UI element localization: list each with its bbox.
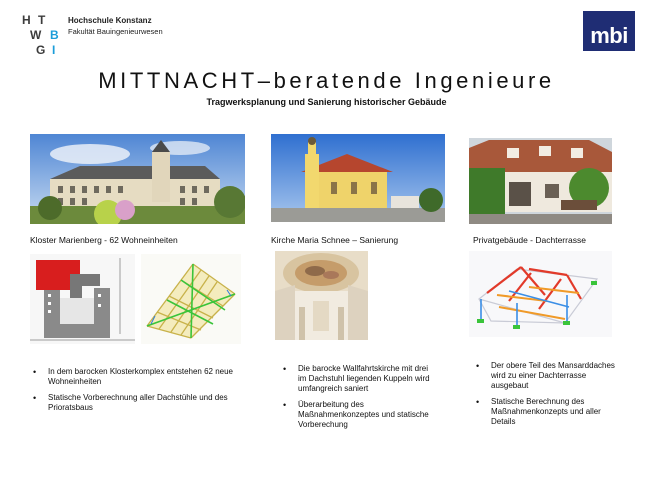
bullet-list-kirche xyxy=(280,364,430,436)
htwg-logo xyxy=(22,14,62,58)
slide-title: MITTNACHT–beratende Ingenieure xyxy=(98,68,555,93)
logo-letter-i: I xyxy=(52,43,56,57)
school-name: Hochschule Konstanz xyxy=(68,16,152,25)
bullet-item: • Statische Berechnung des Maßnahmenkonzepts und aller Details xyxy=(473,397,623,427)
kirche-interior-photo xyxy=(275,251,368,340)
logo-letter-t: T xyxy=(38,13,46,27)
privatgebaeude-photo xyxy=(469,138,612,224)
bullet-item: • In dem barocken Klosterkomplex entstehen 62 neue Wohneinheiten xyxy=(30,367,240,387)
logo-letter-g: G xyxy=(36,43,46,57)
caption-kloster: Kloster Marienberg - 62 Wohneinheiten xyxy=(30,235,178,245)
bullet-item: • Statische Vorberechnung aller Dachstühle und des Prioratsbaus xyxy=(30,393,240,413)
logo-letter-h: H xyxy=(22,13,31,27)
kloster-floorplan-image xyxy=(30,254,135,344)
mbi-logo: mbi xyxy=(583,11,635,51)
bullet-item: • Die barocke Wallfahrtskirche mit drei im Dachstuhl liegenden Kuppeln wird umfangreich saniert xyxy=(280,364,430,394)
caption-privat: Privatgebäude - Dachterrasse xyxy=(473,235,586,245)
kirche-maria-schnee-photo xyxy=(271,134,445,222)
slide-subtitle: Tragwerksplanung und Sanierung historischer Gebäude xyxy=(206,97,447,107)
bullet-item: • Der obere Teil des Mansarddaches wird zu einer Dachterrasse ausgebaut xyxy=(473,361,623,391)
faculty-name: Fakultät Bauingenieurwesen xyxy=(68,27,163,36)
caption-kirche: Kirche Maria Schnee – Sanierung xyxy=(271,235,399,245)
kloster-marienberg-photo xyxy=(30,134,245,224)
bullet-list-privat xyxy=(473,361,623,433)
bullet-item: • Überarbeitung des Maßnahmenkonzeptes und statische Vorberechung xyxy=(280,400,430,430)
kloster-roof-model-image xyxy=(141,254,241,344)
logo-letter-w: W xyxy=(30,28,42,42)
privat-roof-model-image xyxy=(469,251,612,337)
logo-letter-b: B xyxy=(50,28,59,42)
bullet-list-kloster xyxy=(30,367,240,419)
